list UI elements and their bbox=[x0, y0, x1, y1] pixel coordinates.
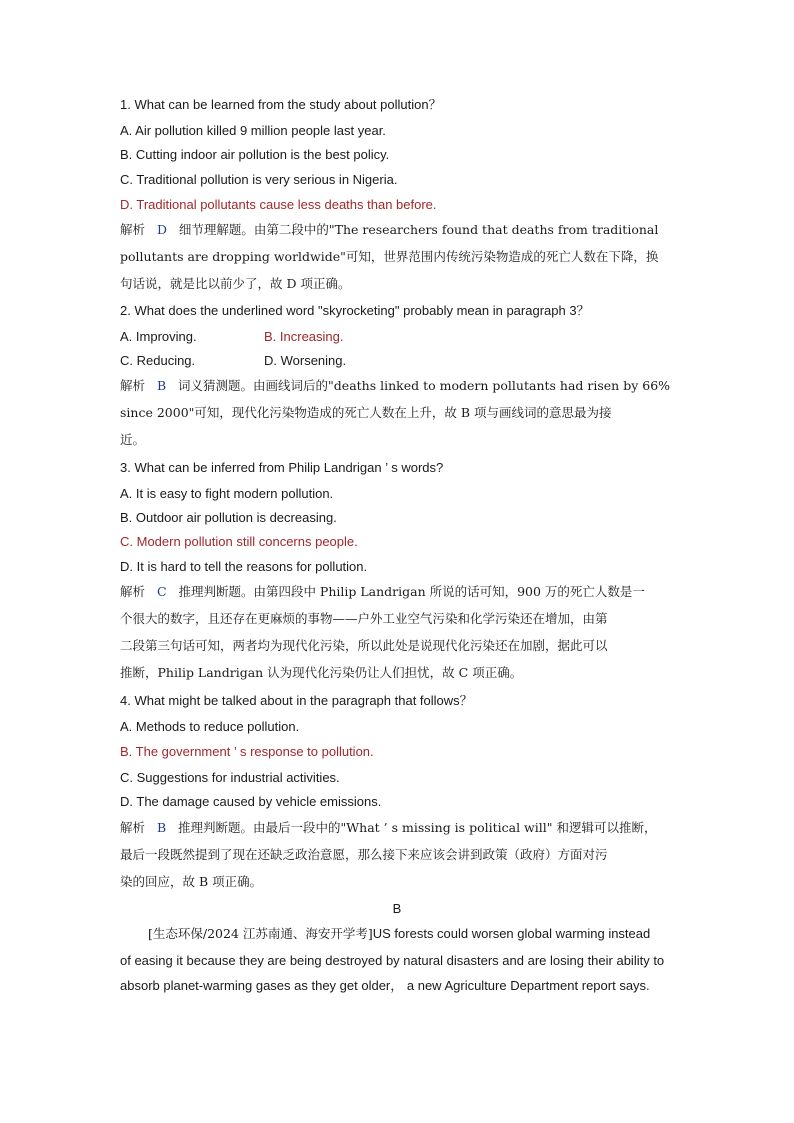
passage-line-3: absorb planet-warming gases as they get older， a new Agriculture Department report says. bbox=[120, 978, 650, 993]
q2-option-a: A. Improving. bbox=[120, 329, 197, 344]
q3-explanation-line-3: 二段第三句话可知，两者均为现代化污染，所以此处是说现代化污染还在加剧，据此可以 bbox=[120, 638, 608, 653]
q2-explanation-line-3: 近。 bbox=[120, 432, 146, 447]
q3-option-c-answer: C. Modern pollution still concerns people. bbox=[120, 534, 358, 549]
q4-explanation-line-2: 最后一段既然提到了现在还缺乏政治意愿，那么接下来应该会讲到政策（政府）方面对污 bbox=[120, 847, 608, 862]
q4-option-b-answer: B. The government ’ s response to pollution. bbox=[120, 744, 374, 759]
q3-explanation-line-1: 解析 C 推理判断题。由第四段中 Philip Landrigan 所说的话可知，900 万的死亡人数是一 bbox=[120, 584, 645, 599]
answer-letter: C bbox=[156, 584, 167, 599]
question-3: 3. What can be inferred from Philip Landrigan ’ s words? bbox=[120, 460, 444, 475]
q3-option-b: B. Outdoor air pollution is decreasing. bbox=[120, 510, 337, 525]
question-2: 2. What does the underlined word "skyrocketing" probably mean in paragraph 3？ bbox=[120, 303, 590, 318]
q2-option-d: D. Worsening. bbox=[264, 353, 347, 368]
section-heading: B bbox=[392, 901, 402, 916]
q1-option-a: A. Air pollution killed 9 million people last year. bbox=[120, 123, 386, 138]
q4-explanation-line-3: 染的回应，故 B 项正确。 bbox=[120, 874, 263, 889]
q3-option-d: D. It is hard to tell the reasons for pollution. bbox=[120, 559, 368, 574]
q2-option-b-answer: B. Increasing. bbox=[264, 329, 344, 344]
q2-options-row-2 bbox=[120, 353, 520, 369]
explanation-label: 解析 bbox=[120, 222, 146, 237]
q1-explanation-line-3: 句话说，就是比以前少了，故 D 项正确。 bbox=[120, 276, 351, 291]
source-tag: [生态环保/2024 江苏南通、海安开学考] bbox=[148, 926, 373, 941]
q4-option-c: C. Suggestions for industrial activities. bbox=[120, 770, 340, 785]
passage-line-1: [生态环保/2024 江苏南通、海安开学考]US forests could worsen global warming instead bbox=[148, 926, 651, 941]
question-4: 4. What might be talked about in the paragraph that follows？ bbox=[120, 693, 473, 708]
q4-explanation-line-1: 解析 B 推理判断题。由最后一段中的"What ’ s missing is political will" 和逻辑可以推断， bbox=[120, 820, 657, 835]
q3-option-a: A. It is easy to fight modern pollution. bbox=[120, 486, 334, 501]
q1-explanation-line-2: pollutants are dropping worldwide"可知，世界范围内传统污染物造成的死亡人数在下降，换 bbox=[120, 249, 659, 264]
passage-line-2: of easing it because they are being destroyed by natural disasters and are losing their ability to bbox=[120, 953, 665, 968]
q1-option-c: C. Traditional pollution is very serious in Nigeria. bbox=[120, 172, 398, 187]
q3-explanation-line-4: 推断，Philip Landrigan 认为现代化污染仍让人们担忧，故 C 项正确。 bbox=[120, 665, 523, 680]
q1-explanation-line-1: 解析 D 细节理解题。由第二段中的"The researchers found that deaths from traditional bbox=[120, 222, 659, 237]
q2-explanation-line-1: 解析 B 词义猜测题。由画线词后的"deaths linked to modern pollutants had risen by 66% bbox=[120, 378, 671, 393]
q2-explanation-line-2: since 2000"可知，现代化污染物造成的死亡人数在上升，故 B 项与画线词的意思最为接 bbox=[120, 405, 612, 420]
answer-letter: D bbox=[156, 222, 167, 237]
q1-option-b: B. Cutting indoor air pollution is the best policy. bbox=[120, 147, 390, 162]
question-1: 1. What can be learned from the study about pollution？ bbox=[120, 97, 442, 112]
explanation-label: 解析 bbox=[120, 584, 146, 599]
q2-options-row-1 bbox=[120, 329, 520, 345]
explanation-label: 解析 bbox=[120, 820, 146, 835]
explanation-label: 解析 bbox=[120, 378, 146, 393]
q2-option-c: C. Reducing. bbox=[120, 353, 196, 368]
q3-explanation-line-2: 个很大的数字，且还存在更麻烦的事物——户外工业空气污染和化学污染还在增加，由第 bbox=[120, 611, 608, 626]
q1-option-d-answer: D. Traditional pollutants cause less deaths than before. bbox=[120, 197, 437, 212]
q4-option-a: A. Methods to reduce pollution. bbox=[120, 719, 300, 734]
answer-letter: B bbox=[156, 820, 167, 835]
q4-option-d: D. The damage caused by vehicle emissions. bbox=[120, 794, 382, 809]
answer-letter: B bbox=[156, 378, 167, 393]
